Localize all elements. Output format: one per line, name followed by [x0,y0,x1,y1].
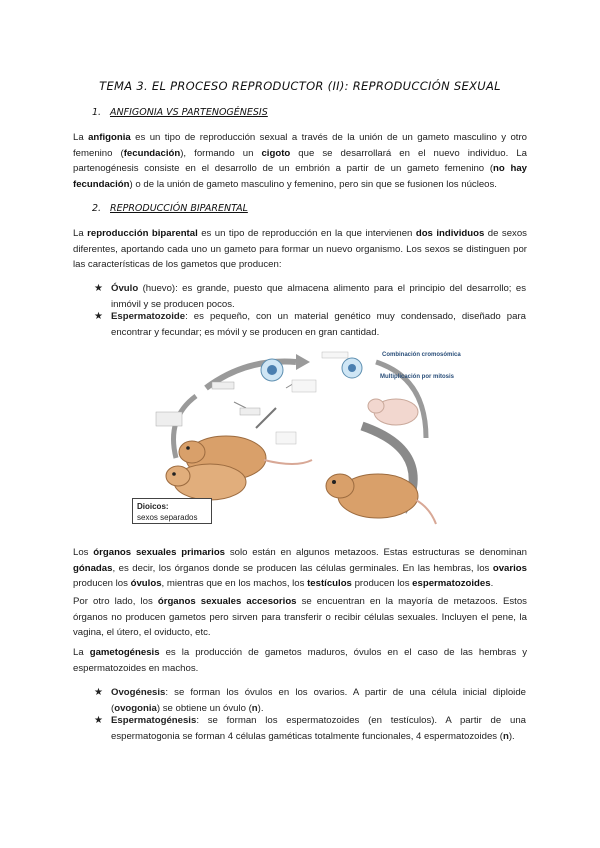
paragraph-biparental: La reproducción biparental es un tipo de reproducción en la que intervienen dos individuos de sexos diferentes, aportando cada uno un gameto para formar un nuevo organismo. Los sexos se distinguen por las características de los gametos que producen: [73,228,527,271]
combinacion-label: Combinación cromosómica [382,352,461,358]
page-title: TEMA 3. EL PROCESO REPRODUCTOR (II): REPRODUCCIÓN SEXUAL [99,79,501,93]
bullet-espermatozoide: ★ Espermatozoide: es pequeño, con un material genético muy condensado, diseñado para encontrar y fecundar; es móvil y se producen en gran cantidad. [94,311,526,338]
paragraph-organos-accesorios: Por otro lado, los órganos sexuales accesorios se encuentran en la mayoría de metazoos. Estos órganos no producen gametos pero sirven para transferir o recibir células sexuales. Incluyen el pene, la vagina, el útero, el oviducto, etc. [73,596,527,639]
bullet-espermatogenesis: ★ Espermatogénesis: se forman los espermatozoides (en testículos). A partir de una espermatogonia se forman 4 células gaméticas totalmente funcionales, 4 espermatozoides (n). [94,715,526,742]
star-bullet-icon: ★ [94,283,103,294]
star-bullet-icon: ★ [94,311,103,322]
paragraph-gametogenesis: La gametogénesis es la producción de gametos maduros, óvulos en el caso de las hembras y espermatozoides en machos. [73,647,527,674]
paragraph-organos-primarios: Los órganos sexuales primarios solo están en algunos metazoos. Estas estructuras se denominan gónadas, es decir, los órganos donde se producen las células germinales. En las hembras, los ovarios producen los óvulos, mientras que en los machos, los testículos producen los espermatozoides. [73,547,527,590]
paragraph-anfigonia: La anfigonia es un tipo de reproducción sexual a través de la unión de un gameto masculino y otro femenino (fecundación), formando un cigoto que se desarrollará en el nuevo individuo. La partenogénesis consiste en el desarrollo de un embrión a partir de un gameto femenino (no hay fecundación) o de la unión de gameto masculino y femenino, pero sin que se fusionen los núcleos. [73,132,527,190]
section-heading-2: 2. REPRODUCCIÓN BIPARENTAL [92,203,248,214]
bullet-ovogenesis: ★ Ovogénesis: se forman los óvulos en los ovarios. A partir de una célula inicial diploide (ovogonia) se obtiene un óvulo (n). [94,687,526,714]
figure-caption: Dioicos: sexos separados [132,498,212,524]
section-heading-1: 1. ANFIGONIA VS PARTENOGÉNESIS [92,107,268,118]
star-bullet-icon: ★ [94,715,103,726]
multiplicacion-label: Multiplicación por mitosis [380,374,455,380]
star-bullet-icon: ★ [94,687,103,698]
bullet-ovulo: ★ Óvulo (huevo): es grande, puesto que almacena alimento para el principio del desarrollo; es inmóvil y se producen pocos. [94,283,526,310]
